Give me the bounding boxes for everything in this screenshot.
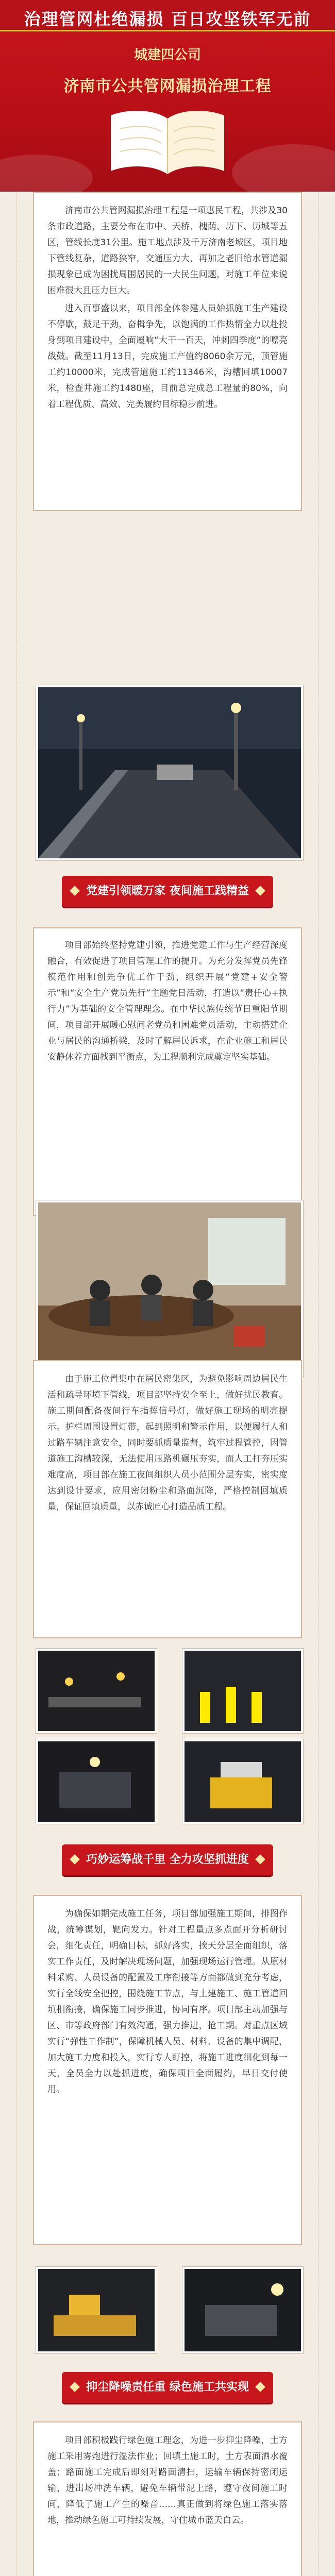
header-banner bbox=[0, 0, 335, 192]
project-name: 济南市公共管网漏损治理工程 bbox=[63, 77, 272, 95]
section-card bbox=[33, 1895, 302, 2245]
night-work-photo bbox=[182, 1739, 303, 1824]
night-street-photo bbox=[36, 685, 303, 860]
intro-card bbox=[33, 192, 302, 511]
intro-paragraph: 济南市公共管网漏损治理工程是一项惠民工程，共涉及30条市政道路，主要分布在市中、天桥、槐荫、历下、历城等五区，管线长度31公里。施工地点涉及千万济南老城区，项目地下管线复杂，道路狭窄，交通压力大，再加之老旧给水管道漏损现象已成为困扰周围居民的一大民生问题，对施工单位来说困难很大且压力巨大。 bbox=[47, 206, 288, 296]
night-work-photo bbox=[36, 1739, 157, 1824]
meeting-photo bbox=[36, 1200, 303, 1378]
night-work-photo bbox=[182, 1649, 303, 1733]
section-card bbox=[33, 2421, 302, 2576]
section-paragraph: 为确保如期完成施工任务，项目部加强施工期间，排图作战，统筹谋划，靶向发力。针对工程量点多点面开分析研讨会，细化责任，明确目标，抓好落实，挨天分层全面组织，落实工作责任，及时解决现场问题，加强现场运行管理。从原材料采购、人员设备的配置及工序衔接等方面都做到充分考虑，实行全线安全把控，围绕施工节点，与土建施工、施工管道回填相衔接，确保施工同步推进，协同有序。项目部主动加强与区、市等政府部门有效沟通，强力推进，抢工期。对重点区域实行“弹性工作制”，保障机械人员、材料、设备的集中调配，加大施工力度和投入，实行专人盯控，将施工进度细化到每一天，全员全力以赴抓进度，确保项目全面履约，早日交付使用。 bbox=[47, 1909, 288, 2095]
section-card bbox=[33, 927, 302, 1216]
construction-photo bbox=[182, 2267, 303, 2353]
section-paragraph: 项目部始终坚持党建引领，推进党建工作与生产经营深度融合，有效促进了项目管理工作的提升。为充分发挥党员先锋模范作用和创先争优工作干劲，组织开展“党建+安全警示”和“安全生产党员先行”主题党日活动，打造以“责任心+执行力”为基础的安全管理理念。在中华民族传统节日重阳节期间，项目部开展暖心慰问老党员和困难党员活动，主动搭建企业与居民的沟通桥梁，及时了解居民诉求，在企业施工和居民安静休养方面找到平衡点，为工程顺利完成奠定坚实基础。 bbox=[47, 940, 288, 1062]
construction-photo bbox=[36, 2267, 157, 2353]
section-card bbox=[33, 1360, 302, 1638]
company-name: 城建四公司 bbox=[133, 47, 201, 63]
open-book-icon bbox=[106, 103, 229, 180]
section-banner: 党建引领暖万家 夜间施工践精益 bbox=[62, 876, 273, 907]
page-title: 治理管网杜绝漏损 百日攻坚铁军无前 bbox=[24, 9, 311, 29]
night-work-photo bbox=[36, 1649, 157, 1733]
section-paragraph: 项目部积极践行绿色施工理念，为进一步抑尘降噪，土方施工采用雾炮进行湿法作业；回填土施工时，土方表面洒水覆盖；路面施工完成后即刻对路面清扫，运输车辆保持密闭运输，进出场冲洗车辆，避免车辆带泥上路，遵守夜间施工时间，降低了施工产生的噪音……真正做到将绿色施工落实落地，推动绿色施工可持续发展，守住城市蓝天白云。 bbox=[47, 2435, 288, 2526]
section-banner: 抑尘降噪责任重 绿色施工共实现 bbox=[62, 2372, 273, 2403]
section-banner: 巧妙运筹战千里 全力攻坚抓进度 bbox=[62, 1844, 273, 1875]
section-paragraph: 由于施工位置集中在居民密集区，为避免影响周边居民生活和疏导环境下管线，项目部坚持安全至上，做好扰民教育。施工期间配备夜间行车指挥信号灯，做好施工现场的明亮提示。护栏周围设置灯带，起到照明和警示作用，以便履行人和过路车辆注意安全，同时要抓质量监督，筑牢过程管控，因管道施工沟槽较深，无法使用压路机碾压夯实，而人工打夯压实难度高，项目部在施工夜间组织人员小范围分层夯实，密实度达到设计要求，应用密闭粉尘和路面沉降，严格控制回填质量，保证回填质量，以赤诚匠心打造品质工程。 bbox=[47, 1374, 288, 1512]
intro-paragraph: 进入百事盛以来，项目部全体参建人员始抓施工生产建设不停歇，鼓足干劲，奋楫争先，以饱满的工作热情全力以赴投身到项目建设中，全面履响“大干一百天，冲刺四季度”的嘹亮战鼓。截至11月13日，完成施工产值约8060余万元，顶管施工约10000米，完成管道施工约11346米，沟槽回填10007米，检查井施工约1480座，目前总完成总工程量的80%，向着工程优质、高效、完美履约目标稳步前进。 bbox=[47, 303, 288, 410]
